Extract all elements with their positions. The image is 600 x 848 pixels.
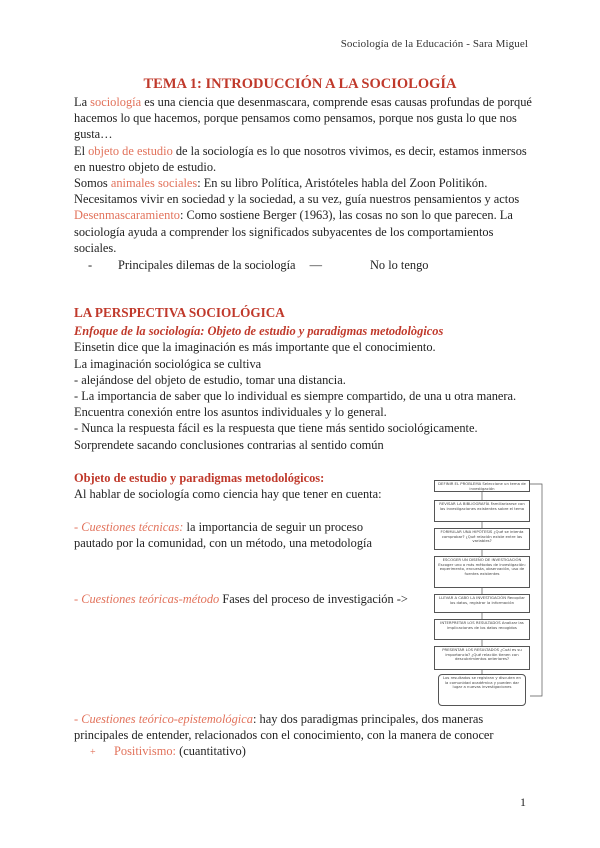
tecnicas-label: - Cuestiones técnicas: xyxy=(74,520,184,534)
section-subheading: Enfoque de la sociología: Objeto de estudio y paradigmas metodològicos xyxy=(74,324,444,339)
positivismo-label: Positivismo: xyxy=(114,744,176,759)
section-line: La imaginación sociológica se cultiva xyxy=(74,356,262,371)
research-process-flowchart xyxy=(418,478,548,710)
section-line: Einsetin dice que la imaginación es más importante que el conocimiento. xyxy=(74,340,436,355)
term-desenmascaramiento: Desenmascaramiento xyxy=(74,208,180,223)
flow-step: Los resultados se registran y discuten en la comunidad académica y pueden dar lugar a nuevas investigaciones xyxy=(438,674,526,706)
perspectiva-section xyxy=(74,305,534,453)
flow-step: PRESENTAR LOS RESULTADOS ¿Cuál es su importancia? ¿Qué relación tienen con descubrimientos anteriores? xyxy=(434,646,530,670)
term-animales-sociales: animales sociales xyxy=(110,176,198,191)
flow-step: LLEVAR A CABO LA INVESTIGACIÓN Recopilar los datos, registrar la información xyxy=(434,594,530,613)
flow-step: INTERPRETAR LOS RESULTADOS Analizar las implicaciones de los datos recogidos xyxy=(434,619,530,640)
page-title: TEMA 1: INTRODUCCIÓN A LA SOCIOLOGÍA xyxy=(143,76,457,92)
positivismo-bullet: + Positivismo: (cuantitativo) xyxy=(90,744,246,759)
cuestiones-teoricas: - Cuestiones teóricas-método Fases del proceso de investigación -> xyxy=(74,592,408,606)
flow-step: DEFINIR EL PROBLEMA Seleccione un tema de investigación xyxy=(434,480,530,492)
section-line: - La importancia de saber que lo individual es siempre compartido, de una u otra manera. Encuentra conexión entre los asuntos individuales y lo general. xyxy=(74,389,517,420)
flow-step: ESCOGER UN DISEÑO DE INVESTIGACIÓN Escoger uno o más métodos de investigación: experimento, encuesta, observación, uso de fuentes existentes xyxy=(434,556,530,588)
section-line: - alejándose del objeto de estudio, tomar una distancia. xyxy=(74,372,346,387)
objeto-intro: Al hablar de sociología como ciencia hay que tener en cuenta: xyxy=(74,487,382,502)
intro-block xyxy=(74,94,534,273)
epistemologica-label: - Cuestiones teórico-epistemológica xyxy=(74,712,253,726)
term-sociologia: sociología xyxy=(90,95,142,109)
teoricas-label: - Cuestiones teóricas-método xyxy=(74,592,220,606)
page-header: Sociología de la Educación - Sara Miguel xyxy=(340,38,528,50)
intro-paragraph-desenmascaramiento: Desenmascaramiento: Como sostiene Berger (1963), las cosas no son lo que parecen. La sociología ayuda a comprender los significados subyacentes de los comportamientos sociales. xyxy=(74,208,513,255)
section-heading: LA PERSPECTIVA SOCIOLÓGICA xyxy=(74,305,285,320)
objeto-heading: Objeto de estudio y paradigmas metodológicos: xyxy=(74,471,325,485)
flow-step: FORMULAR UNA HIPÓTESIS ¿Qué se intenta comprobar? ¿Qué relación existe entre las variables? xyxy=(434,528,530,550)
intro-bullet: - Principales dilemas de la sociología — No lo tengo xyxy=(88,258,429,273)
bullet-note: No lo tengo xyxy=(369,258,429,273)
intro-paragraph-sociologia: La sociología es una ciencia que desenmascara, comprende esas causas profundas de porqué hacemos lo que hacemos, porque pensamos como pensamos, porque nos gusta lo que nos gusta… xyxy=(74,95,532,142)
page-number: 1 xyxy=(520,795,526,809)
cuestiones-epistemologicas: - Cuestiones teórico-epistemológica: hay dos paradigmas principales, dos maneras principales de entender, relacionados con el conocimiento, con la manera de conocer + Positivismo: (cuantitativo) xyxy=(74,711,534,762)
flow-step: REVISAR LA BIBLIOGRAFÍA Familiarizarse con las investigaciones existentes sobre el tema xyxy=(434,500,530,522)
intro-paragraph-objeto: El objeto de estudio de la sociología es lo que nosotros vivimos, es decir, estamos inmersos en nuestro objeto de estudio. xyxy=(74,143,527,174)
term-objeto-estudio: objeto de estudio xyxy=(88,143,173,158)
intro-paragraph-animales: Somos animales sociales: En su libro Política, Aristóteles habla del Zoon Politikón. Necesitamos vivir en sociedad y la sociedad, a su vez, guía nuestros pensamientos y actos xyxy=(74,176,520,207)
cuestiones-tecnicas: - Cuestiones técnicas: la importancia de seguir un proceso pautado por la comunidad, con un método, una metodología xyxy=(74,520,372,551)
section-line: - Nunca la respuesta fácil es la respuesta que tiene más sentido sociológicamente. Sorprendete sacando conclusiones contrarias al sentido común xyxy=(74,421,478,452)
